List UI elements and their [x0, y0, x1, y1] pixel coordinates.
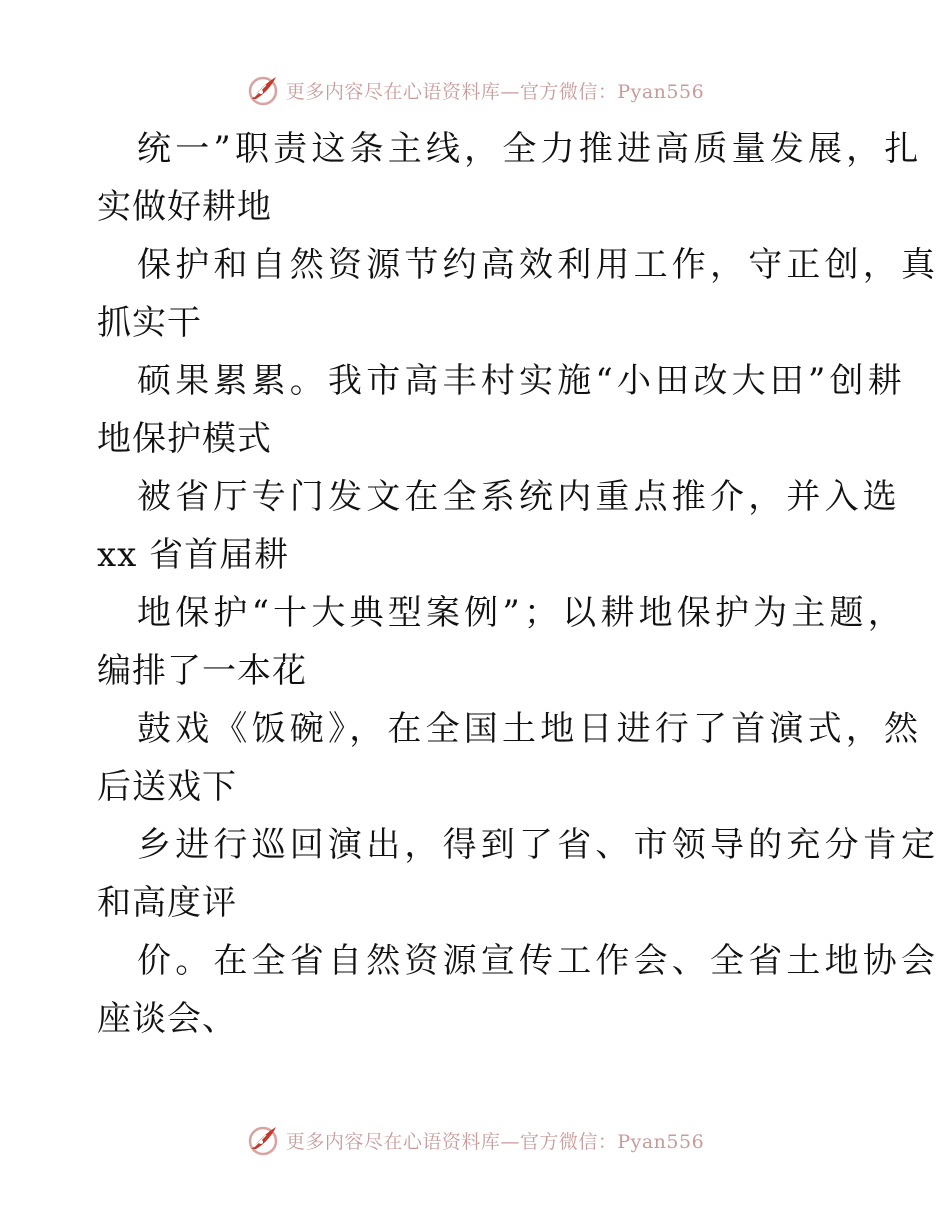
- paragraph: [97, 120, 923, 236]
- paragraph-line: 抓实干: [97, 303, 202, 343]
- paragraph-line: 地保护模式: [97, 419, 272, 459]
- paragraph-line: 价。在全省自然资源宣传工作会、全省土地协会: [137, 941, 940, 981]
- feather-pen-logo-icon: [246, 73, 280, 107]
- document-body: [97, 120, 940, 1048]
- feather-pen-logo-icon: [246, 1123, 280, 1157]
- paragraph-line: 被省厅专门发文在全系统内重点推介，并入选: [137, 477, 901, 517]
- header-watermark: [0, 70, 950, 110]
- paragraph: [97, 700, 923, 816]
- paragraph-line: 保护和自然资源节约高效利用工作，守正创，真: [137, 245, 940, 285]
- paragraph: [97, 468, 901, 584]
- paragraph-line: 统一”职责这条主线，全力推进高质量发展，扎: [137, 129, 923, 169]
- header-watermark-text: 更多内容尽在心语资料库—官方微信：Pyan556: [285, 80, 705, 103]
- paragraph: [97, 352, 906, 468]
- paragraph-line: 实做好耕地: [97, 187, 272, 227]
- paragraph: [97, 816, 940, 932]
- paragraph: [97, 932, 940, 1048]
- paragraph-line: 鼓戏《饭碗》，在全国土地日进行了首演式，然: [137, 709, 923, 749]
- footer-watermark: [0, 1120, 950, 1160]
- paragraph-line: 乡进行巡回演出，得到了省、市领导的充分肯定: [137, 825, 940, 865]
- paragraph: [97, 584, 906, 700]
- paragraph-line: 硕果累累。我市高丰村实施“小田改大田”创耕: [137, 361, 906, 401]
- footer-watermark-text: 更多内容尽在心语资料库—官方微信：Pyan556: [285, 1130, 705, 1153]
- paragraph-line: 和高度评: [97, 883, 237, 923]
- paragraph-line: 地保护“十大典型案例”；以耕地保护为主题，: [137, 593, 906, 633]
- paragraph-line: 座谈会、: [97, 999, 237, 1039]
- paragraph-line: xx 省首届耕: [97, 535, 290, 575]
- paragraph-line: 后送戏下: [97, 767, 237, 807]
- paragraph: [97, 236, 940, 352]
- paragraph-line: 编排了一本花: [97, 651, 307, 691]
